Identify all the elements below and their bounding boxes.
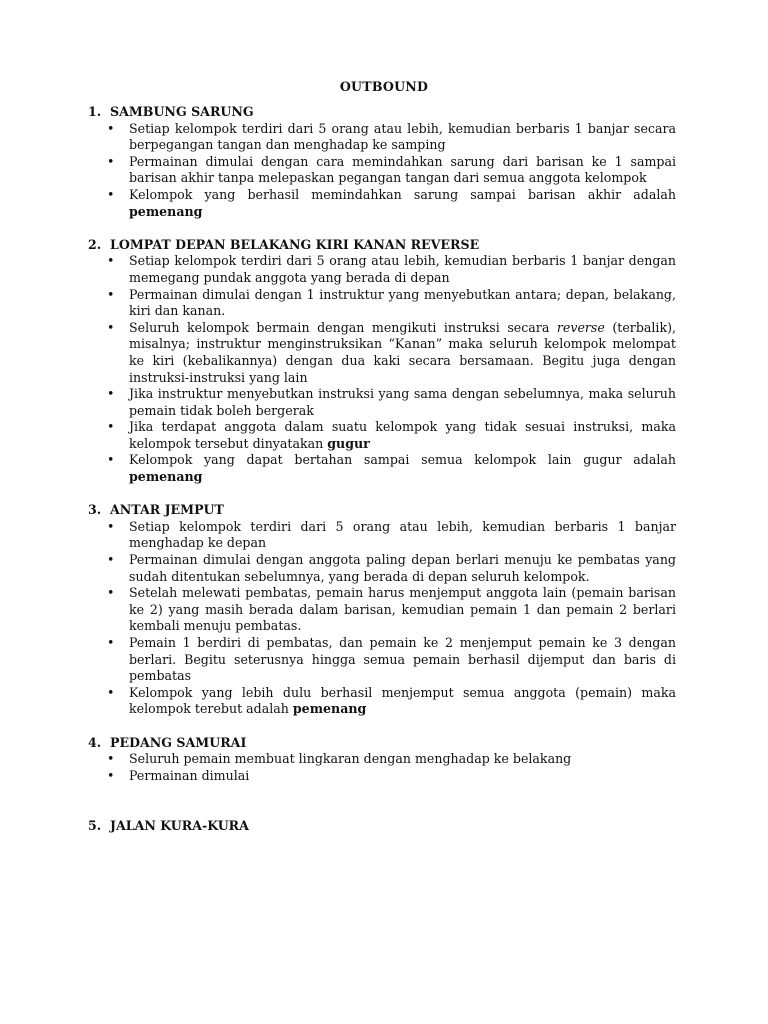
bullet-icon: • (107, 386, 115, 402)
section-number: 1. (88, 104, 102, 119)
item-text: Kelompok yang dapat bertahan sampai semua kelompok lain gugur adalah (129, 452, 676, 468)
item-strong: gugur (327, 435, 370, 451)
bullet-icon: • (107, 751, 115, 767)
blank-line (88, 784, 676, 801)
section-sambung-sarung (88, 104, 676, 220)
section-title: LOMPAT DEPAN BELAKANG KIRI KANAN REVERSE (110, 236, 480, 252)
bullet-list (88, 121, 676, 221)
bullet-icon: • (107, 684, 115, 700)
item-text: Permainan dimulai dengan anggota paling depan berlari menuju ke pembatas yang sudah ditentukan sebelumnya, yang berada di depan seluruh kelompok. (129, 552, 676, 584)
item-text: Seluruh kelompok bermain dengan mengikuti instruksi secara (129, 319, 557, 335)
section-heading (88, 502, 676, 519)
bullet-icon: • (107, 585, 115, 601)
list-item (107, 154, 676, 187)
bullet-icon: • (107, 767, 115, 783)
document-title: OUTBOUND (339, 79, 429, 94)
list-item (107, 552, 676, 585)
item-text: Kelompok yang lebih dulu berhasil menjemput semua anggota (pemain) maka kelompok terebut adalah (129, 684, 676, 717)
list-item (107, 287, 676, 320)
item-text: Seluruh pemain membuat lingkaran dengan menghadap ke belakang (129, 751, 572, 767)
item-text: Permainan dimulai dengan 1 instruktur yang menyebutkan antara; depan, belakang, kiri dan kanan. (129, 286, 676, 319)
item-text: Setiap kelompok terdiri dari 5 orang atau lebih, kemudian berbaris 1 banjar dengan memegang pundak anggota yang berada di depan (129, 253, 676, 285)
item-strong: pemenang (292, 701, 367, 717)
item-text: Pemain 1 berdiri di pembatas, dan pemain ke 2 menjemput pemain ke 3 dengan berlari. Begitu seterusnya hingga semua pemain berhasil dijemput dan baris di pembatas (129, 635, 676, 684)
bullet-icon: • (107, 153, 115, 169)
section-antar-jemput (88, 502, 676, 718)
section-pedang-samurai (88, 735, 676, 801)
section-title: JALAN KURA-KURA (110, 817, 249, 833)
section-heading (88, 735, 676, 752)
section-heading (88, 818, 676, 835)
item-emphasis: reverse (556, 319, 605, 335)
item-text: Jika instruktur menyebutkan instruksi yang sama dengan sebelumnya, maka seluruh pemain tidak boleh bergerak (129, 386, 676, 418)
bullet-icon: • (107, 286, 115, 302)
list-item (107, 452, 676, 485)
list-item (107, 187, 676, 220)
list-item (107, 768, 676, 785)
item-text: Kelompok yang berhasil memindahkan sarung sampai barisan akhir adalah (129, 186, 676, 202)
bullet-icon: • (107, 552, 115, 568)
bullet-icon: • (107, 253, 115, 269)
bullet-icon: • (107, 319, 115, 335)
list-item (107, 635, 676, 685)
item-text-after: (terbalik), misalnya; instruktur menginstruksikan “Kanan” maka seluruh kelompok melompat ke kiri (kebalikannya) dengan dua kaki secara bersamaan. Begitu juga dengan instruksi-instruksi yang lain (129, 319, 676, 385)
list-item (107, 253, 676, 286)
item-strong: pemenang (129, 203, 203, 219)
document-body (88, 104, 676, 851)
section-jalan-kura-kura (88, 818, 676, 835)
section-title: SAMBUNG SARUNG (110, 104, 254, 119)
bullet-icon: • (107, 518, 115, 534)
section-title: ANTAR JEMPUT (110, 502, 224, 518)
list-item (107, 121, 676, 154)
bullet-icon: • (107, 419, 115, 435)
section-number: 5. (88, 817, 102, 833)
section-number: 4. (88, 734, 102, 750)
bullet-icon: • (107, 186, 115, 202)
list-item (107, 320, 676, 386)
section-title: PEDANG SAMURAI (110, 734, 247, 750)
list-item (107, 585, 676, 635)
bullet-list (88, 751, 676, 784)
item-strong: pemenang (129, 469, 203, 485)
section-lompat (88, 237, 676, 486)
item-text: Jika terdapat anggota dalam suatu kelompok yang tidak sesuai instruksi, maka kelompok tersebut dinyatakan (129, 419, 676, 451)
bullet-icon: • (107, 120, 115, 136)
list-item (107, 519, 676, 552)
list-item (107, 685, 676, 718)
list-item (107, 386, 676, 419)
section-heading (88, 104, 676, 121)
bullet-list (88, 253, 676, 485)
bullet-icon: • (107, 635, 115, 650)
section-heading (88, 237, 676, 254)
section-number: 2. (88, 236, 102, 252)
item-text: Setiap kelompok terdiri dari 5 orang atau lebih, kemudian berbaris 1 banjar secara berpegangan tangan dan menghadap ke samping (129, 120, 676, 153)
item-text: Setelah melewati pembatas, pemain harus menjemput anggota lain (pemain barisan ke 2) yang masih berada dalam barisan, kemudian pemain 1 dan pemain 2 berlari kembali menuju pembatas. (129, 585, 676, 634)
section-number: 3. (88, 502, 102, 518)
item-text: Setiap kelompok terdiri dari 5 orang atau lebih, kemudian berbaris 1 banjar menghadap ke depan (129, 518, 676, 551)
list-item (107, 419, 676, 452)
item-text: Permainan dimulai dengan cara memindahkan sarung dari barisan ke 1 sampai barisan akhir tanpa melepaskan pegangan tangan dari semua anggota kelompok (129, 153, 676, 186)
list-item (107, 751, 676, 768)
item-text: Permainan dimulai (129, 767, 250, 783)
bullet-icon: • (107, 452, 115, 468)
bullet-list (88, 519, 676, 718)
